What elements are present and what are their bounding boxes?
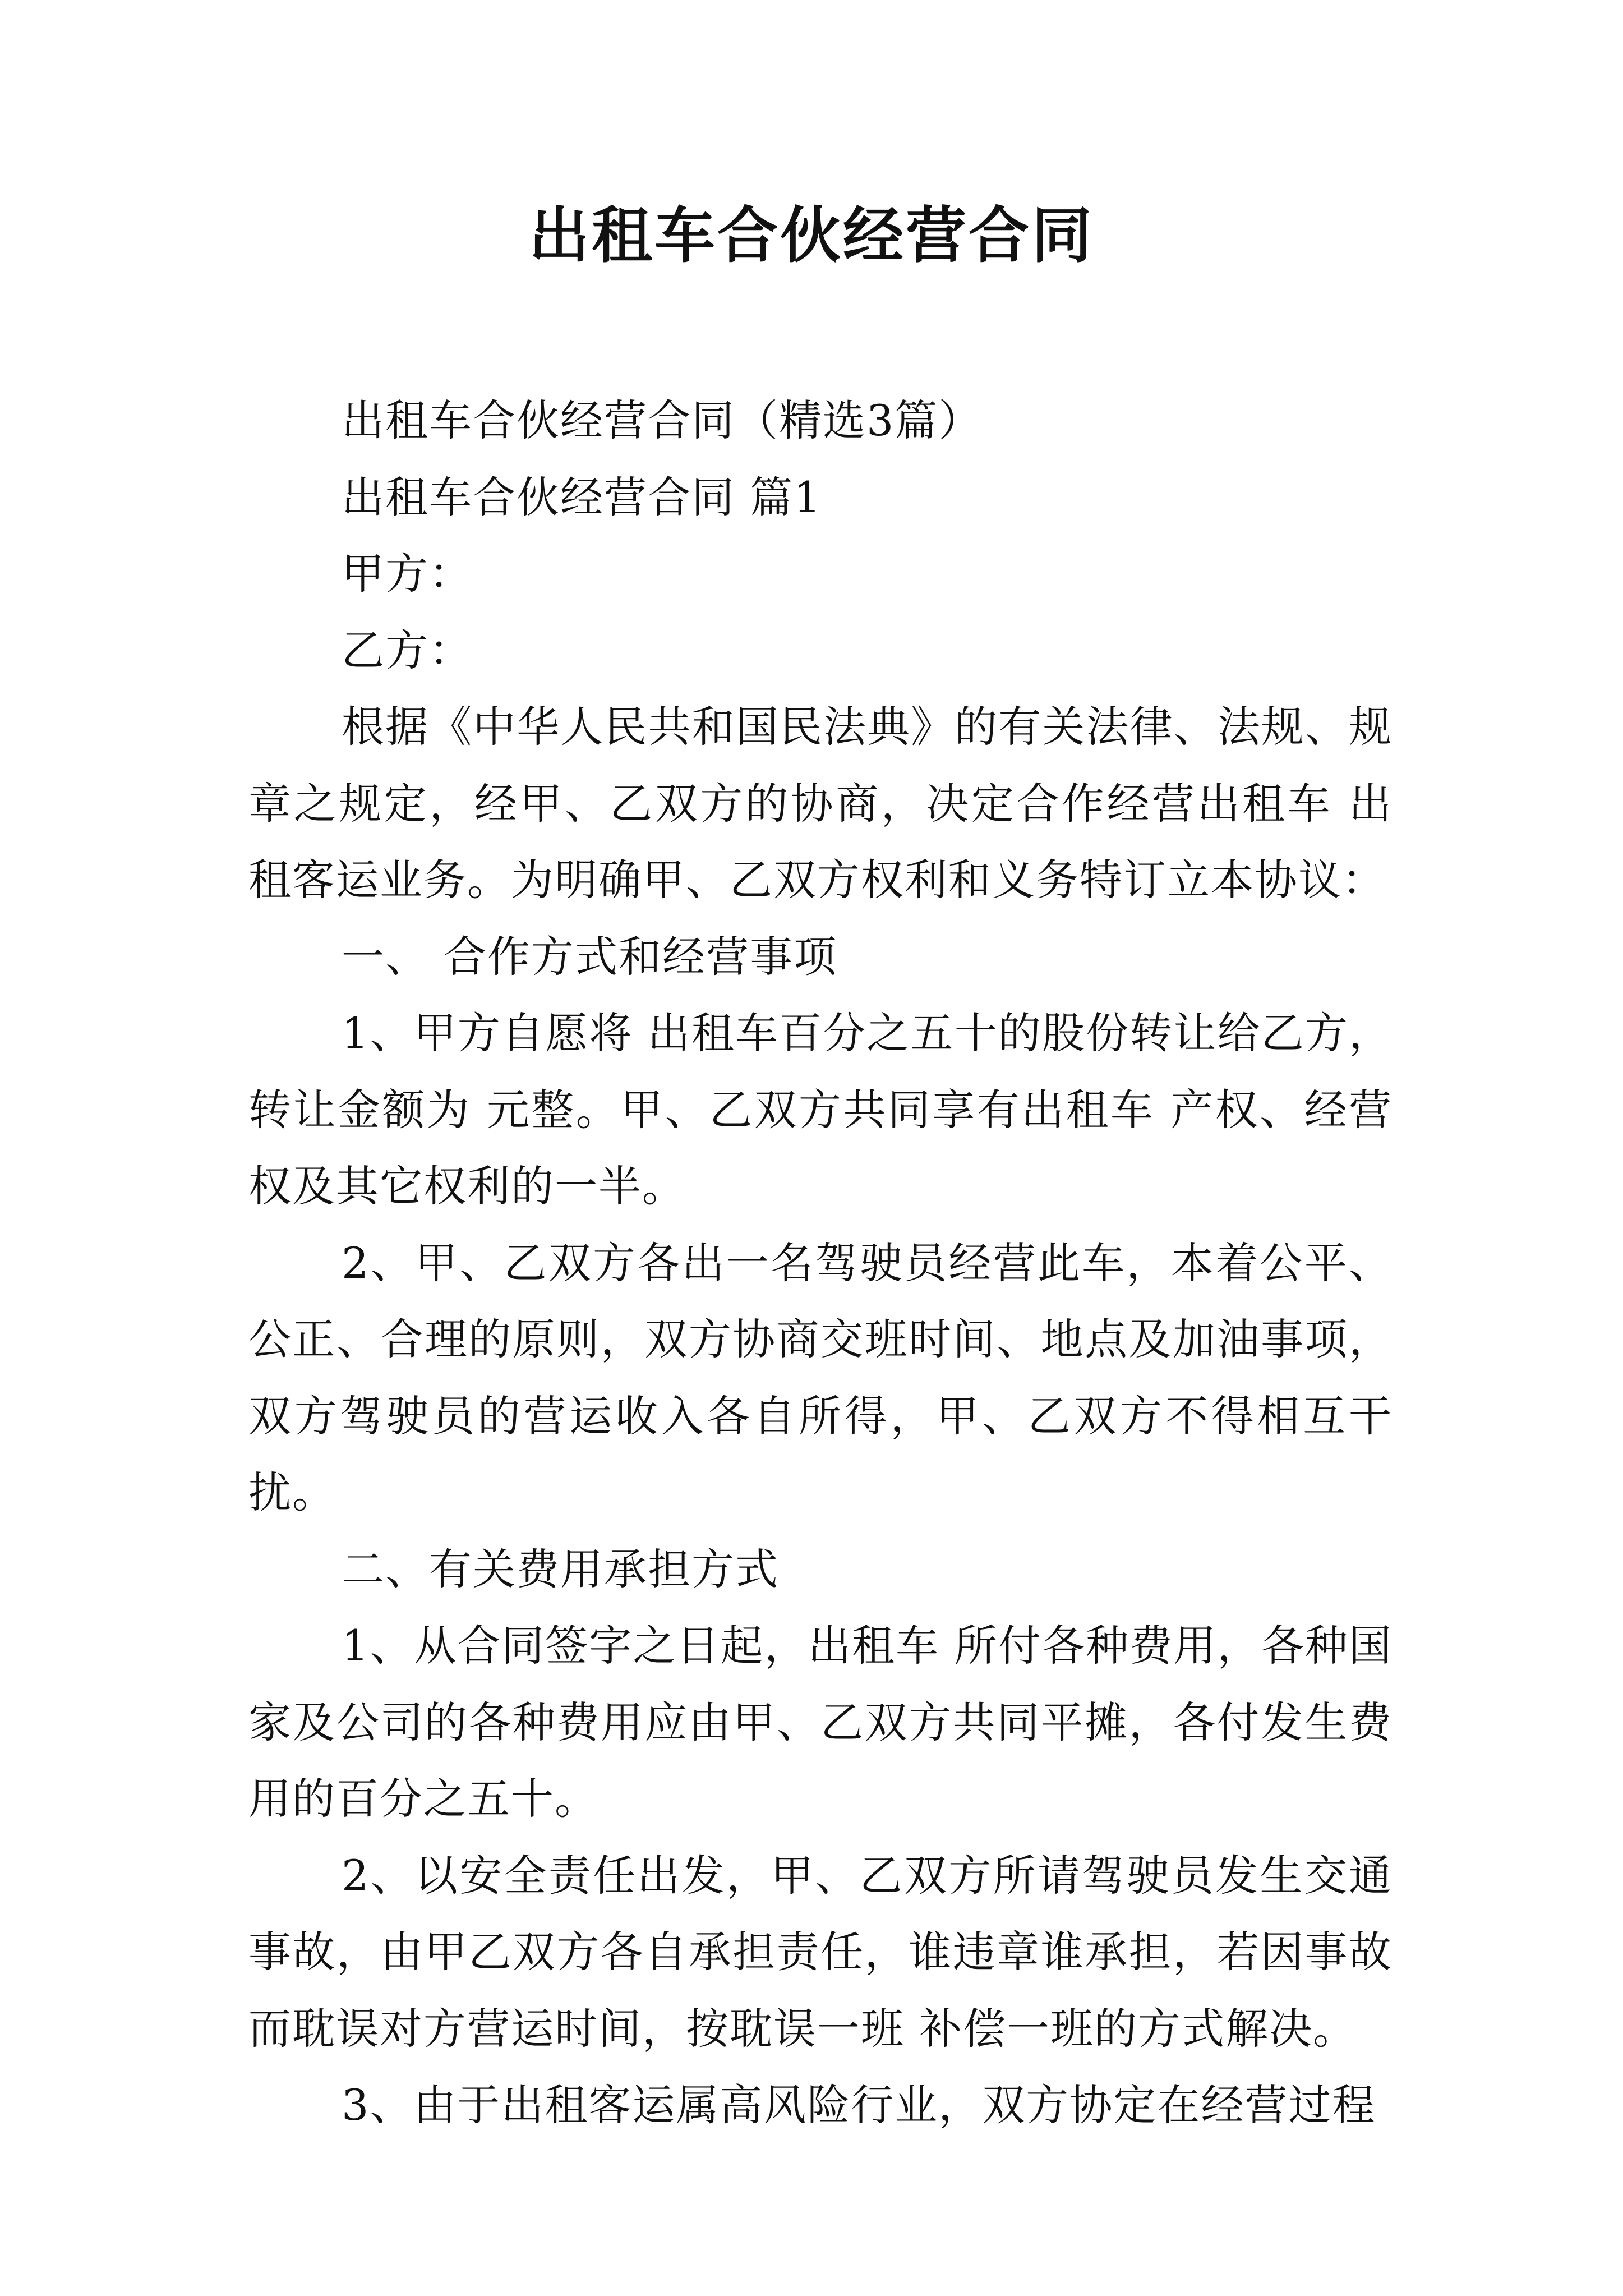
document-title: 出租车合伙经营合同 [528, 200, 1094, 271]
paragraph-clause-2-3: 3、由于出租客运属高风险行业，双方协定在经营过程 [342, 2080, 1376, 2130]
paragraph-party-b: 乙方： [342, 625, 473, 675]
paragraph-clause-1-1: 1、甲方自愿将 出租车百分之五十的股份转让给乙方，转让金额为 元整。甲、乙双方共同享有出租车 产权、经营权及其它权利的一半。 [248, 1008, 1393, 1211]
document-body [248, 383, 1393, 2144]
paragraph-clause-2-1: 1、从合同签字之日起，出租车 所付各种费用，各种国家及公司的各种费用应由甲、乙双方共同平摊，各付发生费用的百分之五十。 [248, 1621, 1393, 1824]
paragraph-section-2-heading: 二、有关费用承担方式 [342, 1544, 779, 1594]
paragraph-collection-title: 出租车合伙经营合同（精选3篇） [342, 395, 983, 445]
paragraph-section-1-heading: 一、 合作方式和经营事项 [342, 931, 838, 982]
paragraph-article-heading: 出租车合伙经营合同 篇1 [342, 472, 822, 522]
paragraph-clause-2-2: 2、以安全责任出发，甲、乙双方所请驾驶员发生交通事故，由甲乙双方各自承担责任，谁违章谁承担，若因事故而耽误对方营运时间，按耽误一班 补偿一班的方式解决。 [248, 1850, 1393, 2054]
paragraph-clause-1-2: 2、甲、乙双方各出一名驾驶员经营此车，本着公平、公正、合理的原则，双方协商交班时间、地点及加油事项，双方驾驶员的营运收入各自所得，甲、乙双方不得相互干扰。 [248, 1237, 1393, 1517]
paragraph-party-a: 甲方： [342, 549, 473, 599]
paragraph-preamble: 根据《中华人民共和国民法典》的有关法律、法规、规章之规定，经甲、乙双方的协商，决定合作经营出租车 出租客运业务。为明确甲、乙双方权利和义务特订立本协议： [248, 702, 1393, 905]
